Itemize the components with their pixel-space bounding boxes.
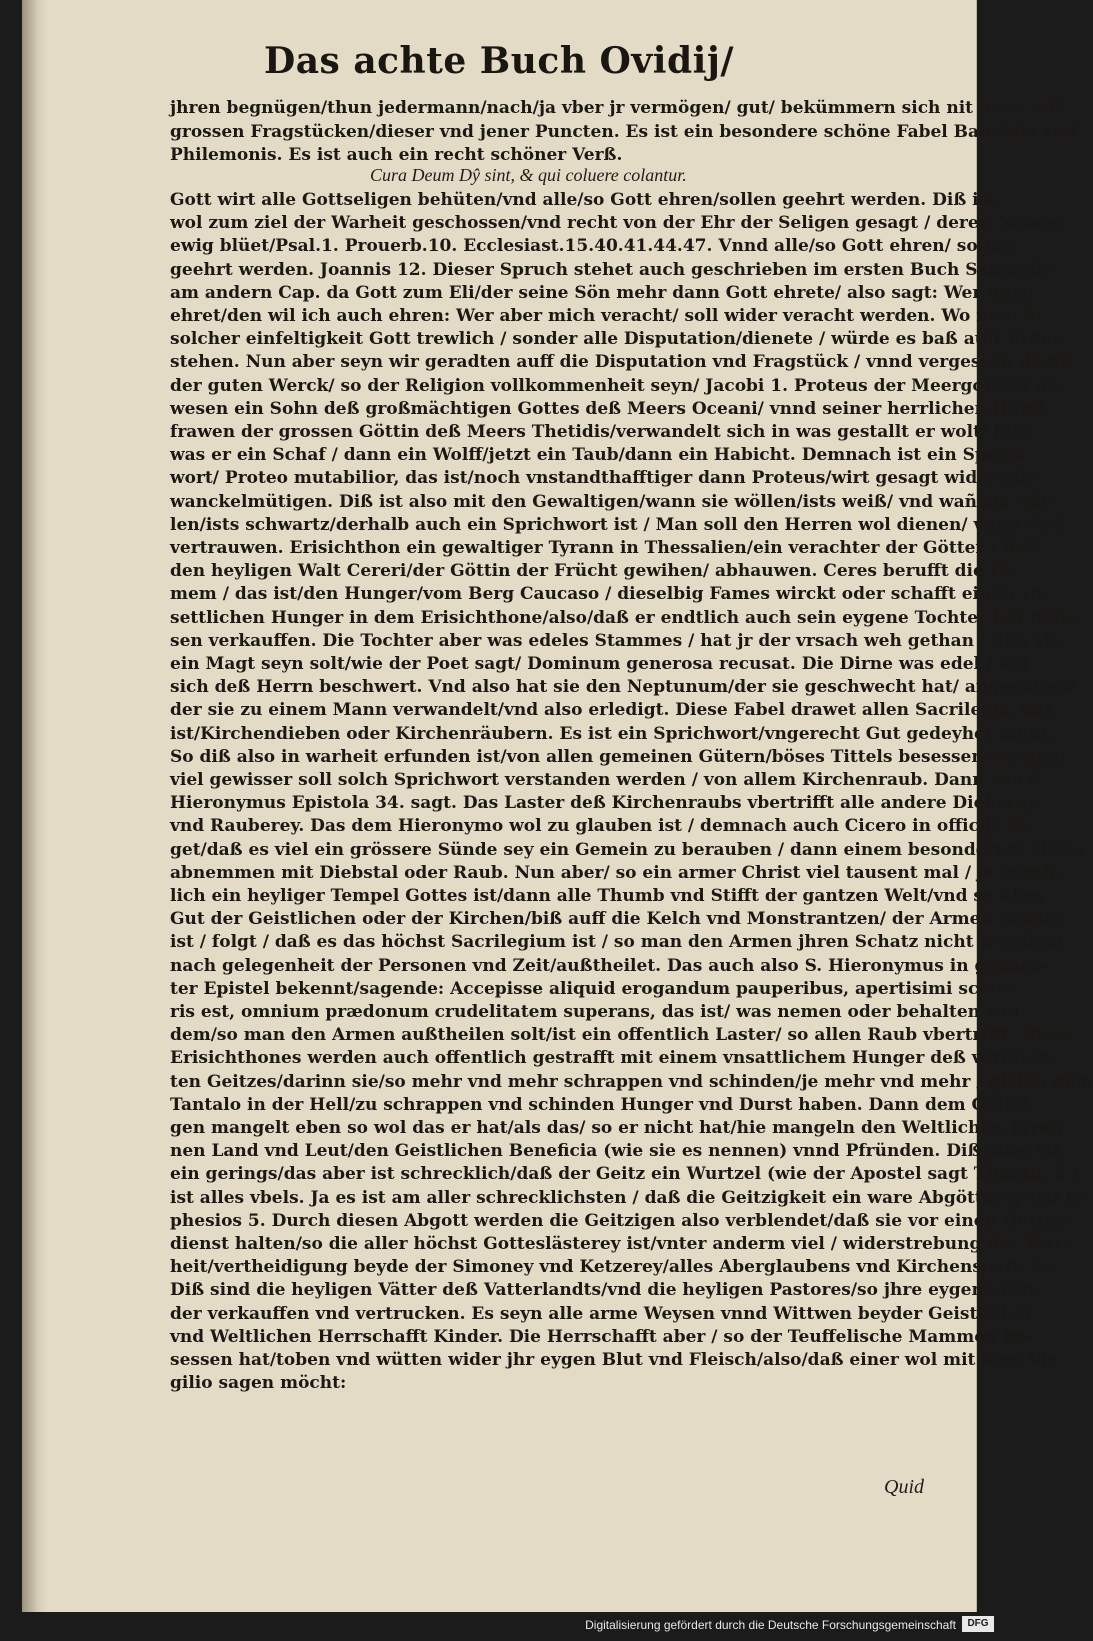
text-line: get/daß es viel ein grössere Sünde sey ein Gemein zu berauben / dann einem besonderem etwas bbox=[170, 839, 1085, 860]
text-line: Diß sind die heyligen Vätter deß Vatterlandts/vnd die heyligen Pastores/so jhre eygene Kin- bbox=[170, 1280, 1042, 1301]
text-line: ris est, omnium prædonum crudelitatem superans, das ist/ was nemen oder behalten von bbox=[170, 1002, 1020, 1022]
text-line: settlichen Hunger in dem Erisichthone/also/daß er endtlich auch sein eygene Tochter hat müs- bbox=[170, 607, 1078, 628]
catchword: Quid bbox=[884, 1476, 924, 1498]
text-line: lich ein heyliger Tempel Gottes ist/dann alle Thumb vnd Stifft der gantzen Welt/vnd so alles bbox=[170, 886, 1045, 906]
text-line: wort/ Proteo mutabilior, das ist/noch vnstandthafftiger dann Proteus/wirt gesagt wider alle bbox=[170, 468, 1038, 489]
text-line: mem / das ist/den Hunger/vom Berg Caucaso / dieselbig Fames wirckt oder schafft einen vn- bbox=[170, 584, 1050, 605]
text-line: ist / folgt / daß es das höchst Sacrilegium ist / so man den Armen jhren Schatz nicht trewlich/ bbox=[170, 932, 1064, 953]
text-line: ist alles vbels. Ja es ist am aller schrecklichsten / daß die Geitzigkeit ein ware Abgötterey ist/ E- bbox=[170, 1187, 1086, 1208]
text-line: gilio sagen möcht: bbox=[170, 1373, 347, 1394]
text-line: abnemmen mit Diebstal oder Raub. Nun aber/ so ein armer Christ viel tausent mal / ja vnzeh- bbox=[170, 862, 1063, 883]
text-line: stehen. Nun aber seyn wir geradten auff die Disputation vnd Fragstück / vnnd vergessen damit bbox=[170, 352, 1075, 373]
text-line: Gott wirt alle Gottseligen behüten/vnd alle/so Gott ehren/sollen geehrt werden. Diß ist bbox=[170, 190, 997, 210]
text-line: sich deß Herrn beschwert. Vnd also hat sie den Neptunum/der sie geschwecht hat/ angeruffen/ bbox=[170, 677, 1076, 698]
text-line: am andern Cap. da Gott zum Eli/der seine Sön mehr dann Gott ehrete/ also sagt: Wer mich bbox=[170, 282, 1035, 303]
binding-shadow bbox=[22, 0, 48, 1612]
text-line: gen mangelt eben so wol das er hat/als das/ so er nicht hat/hie mangeln den Weltlichen Tyran bbox=[170, 1118, 1063, 1138]
text-line: sen verkauffen. Die Tochter aber was edeles Stammes / hat jr der vrsach weh gethan / daß sie bbox=[170, 630, 1061, 651]
text-line: heit/vertheidigung beyde der Simoney vnd Ketzerey/alles Aberglaubens vnd Kirchenspalt/ &c. bbox=[170, 1257, 1063, 1278]
text-line: grossen Fragstücken/dieser vnd jener Puncten. Es ist ein besondere schöne Fabel Baucidis vnd bbox=[170, 121, 1077, 142]
text-line: Erisichthones werden auch offentlich gestrafft mit einem vnsattlichem Hunger deß verfluch- bbox=[170, 1048, 1056, 1069]
text-line: sessen hat/toben vnd wütten wider jhr eygen Blut vnd Fleisch/also/daß einer wol mit dem Vir- bbox=[170, 1350, 1064, 1370]
motto-line: Cura Deum Dŷ sint, & qui coluere colantur. bbox=[370, 165, 687, 185]
text-line: Tantalo in der Hell/zu schrappen vnd schinden Hunger vnd Durst haben. Dann dem Geitzi- bbox=[170, 1094, 1035, 1115]
text-line: phesios 5. Durch diesen Abgott werden die Geitzigen also verblendet/daß sie vor einen Gottes- bbox=[170, 1210, 1072, 1231]
text-line: ter Epistel bekennt/sagende: Accepisse aliquid erogandum pauperibus, apertisimi scele- bbox=[170, 978, 1014, 999]
text-line: nach gelegenheit der Personen vnd Zeit/außtheilet. Das auch also S. Hieronymus in gedach- bbox=[170, 955, 1050, 976]
text-line: vnd Weltlichen Herrschafft Kinder. Die Herrschafft aber / so der Teuffelische Mammon be- bbox=[170, 1326, 1034, 1347]
text-line: len/ists schwartz/derhalb auch ein Sprichwort ist / Man soll den Herren wol dienen/ vnnd vbel bbox=[170, 514, 1065, 535]
text-line: ist/Kirchendieben oder Kirchenräubern. Es ist ein Sprichwort/vngerecht Gut gedeyhet nicht. bbox=[170, 723, 1054, 744]
digitization-credit: Digitalisierung gefördert durch die Deutsche Forschungsgemeinschaft bbox=[585, 1618, 956, 1632]
text-line: So diß also in warheit erfunden ist/von allen gemeinen Gütern/böses Tittels besessen/werden/ bbox=[170, 746, 1066, 767]
text-line: vnd Rauberey. Das dem Hieronymo wol zu glauben ist / demnach auch Cicero in officijs sa- bbox=[170, 816, 1035, 837]
text-line: dem/so man den Armen außtheilen solt/ist ein offentlich Laster/ so allen Raub vbertrifft. Diese bbox=[170, 1025, 1074, 1046]
text-line: solcher einfeltigkeit Gott trewlich / sonder alle Disputation/dienete / würde es baß auff Erden bbox=[170, 329, 1064, 350]
text-line: wesen ein Sohn deß großmächtigen Gottes deß Meers Oceani/ vnnd seiner herrlichen Hauß- bbox=[170, 398, 1053, 419]
text-line: wanckelmütigen. Diß ist also mit den Gewaltigen/wann sie wöllen/ists weiß/ vnd wañ sie wöl- bbox=[170, 491, 1056, 512]
text-line: geehrt werden. Joannis 12. Dieser Spruch stehet auch geschrieben im ersten Buch Samuelis bbox=[170, 259, 1053, 280]
page-header: Das achte Buch Ovidij/ bbox=[263, 40, 735, 82]
text-line: dienst halten/so die aller höchst Gotteslästerey ist/vnter anderm viel / widerstrebung der War- bbox=[170, 1234, 1070, 1254]
text-line: wol zum ziel der Warheit geschossen/vnd recht von der Ehr der Seligen gesagt / deren Namen bbox=[170, 213, 1065, 234]
text-line: viel gewisser soll solch Sprichwort verstanden werden / von allem Kirchenraub. Dann wie S. bbox=[170, 770, 1046, 790]
text-line: ehret/den wil ich auch ehren: Wer aber mich veracht/ soll wider veracht werden. Wo man in bbox=[170, 306, 1043, 326]
dfg-logo: DFG bbox=[962, 1616, 994, 1632]
text-line: was er ein Schaf / dann ein Wolff/jetzt ein Taub/dann ein Habicht. Demnach ist ein Sprich bbox=[170, 445, 1025, 466]
text-line: der guten Werck/ so der Religion vollkommenheit seyn/ Jacobi 1. Proteus der Meergott/ist ge- bbox=[170, 375, 1066, 396]
text-line: den heyligen Walt Cereri/der Göttin der Frücht gewihen/ abhauwen. Ceres berufft die Fa- bbox=[170, 561, 1019, 582]
text-line: jhren begnügen/thun jedermann/nach/ja vber jr vermögen/ gut/ bekümmern sich nit hoch mit bbox=[170, 98, 1064, 118]
text-line: vertrauwen. Erisichthon ein gewaltiger Tyrann in Thessalien/ein verachter der Götter / ließ bbox=[170, 538, 1040, 558]
text-line: ewig blüet/Psal.1. Prouerb.10. Ecclesiast.15.40.41.44.47. Vnnd alle/so Gott ehren/ sollen bbox=[170, 236, 1014, 257]
text-line: ein gerings/das aber ist schrecklich/daß der Geitz ein Wurtzel (wie der Apostel sagt Timoth. 6.) bbox=[170, 1164, 1080, 1185]
text-line: frawen der grossen Göttin deß Meers Thetidis/verwandelt sich in was gestallt er wolt/ Jetz bbox=[170, 422, 1030, 442]
text-line: Gut der Geistlichen oder der Kirchen/biß auff die Kelch vnd Monstrantzen/ der Armen Schatz bbox=[170, 909, 1063, 930]
text-line: ten Geitzes/darinn sie/so mehr vnd mehr schrappen vnd schinden/je mehr vnd mehr / gleich dem bbox=[170, 1071, 1093, 1092]
text-line: nen Land vnd Leut/den Geistlichen Beneficia (wie sie es nennen) vnnd Pfründen. Diß alles ist bbox=[170, 1141, 1061, 1162]
book-page bbox=[22, 0, 1093, 1612]
text-line: ein Magt seyn solt/wie der Poet sagt/ Dominum generosa recusat. Die Dirne was edel / hat bbox=[170, 654, 1030, 674]
text-line: Hieronymus Epistola 34. sagt. Das Laster deß Kirchenraubs vbertrifft alle andere Dieberey bbox=[170, 793, 1037, 814]
text-line: der verkauffen vnd vertrucken. Es seyn alle arme Weysen vnnd Wittwen beyder Geistlicher bbox=[170, 1303, 1033, 1324]
text-line: der sie zu einem Mann verwandelt/vnd also erledigt. Diese Fabel drawet allen Sacrilegis, das bbox=[170, 700, 1054, 721]
text-line: Philemonis. Es ist auch ein recht schöner Verß. bbox=[170, 145, 623, 165]
